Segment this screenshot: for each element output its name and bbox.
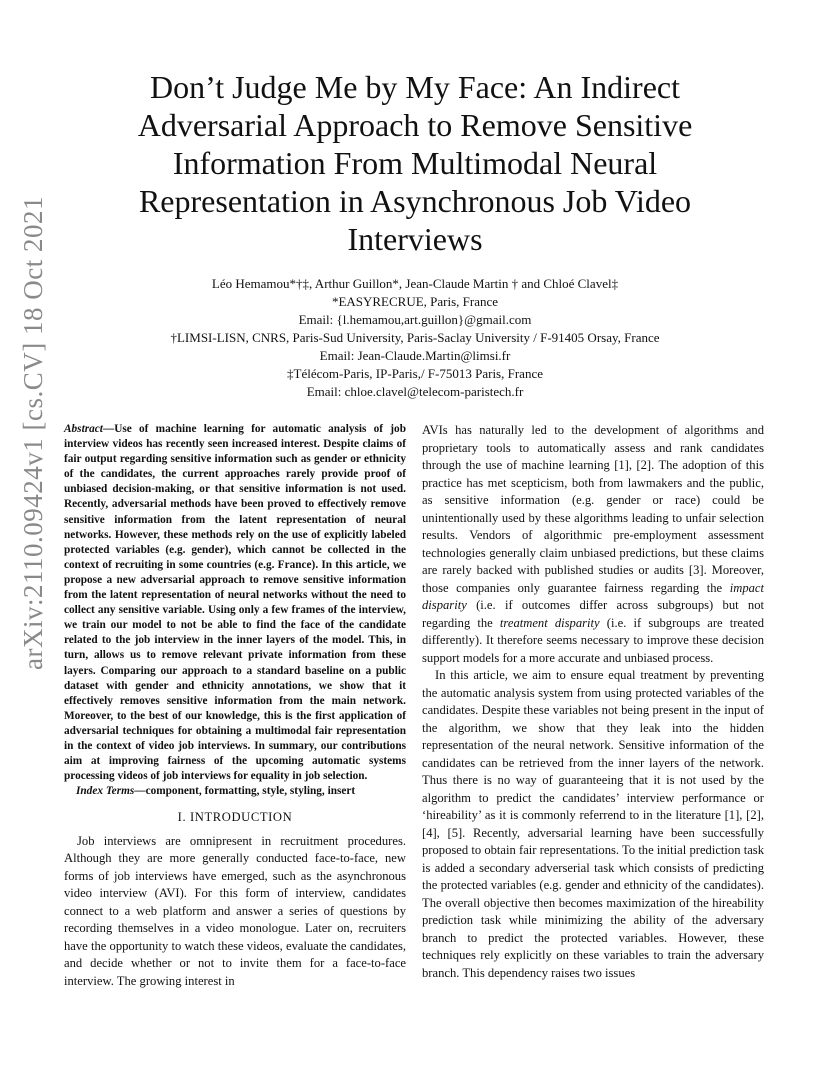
intro-paragraph: Job interviews are omnipresent in recruitment procedures. Although they are more generally conducted face-to-face, new forms of job interviews have emerged, such as the asynchronous video interview (AVI). For this form of interview, candidates connect to a web platform and answer a series of questions by recording themselves in a video monologue. Later on, recruiters have the opportunity to watch these videos, evaluate the candidates, and decide whether or not to invite them for a face-to-face interview. The growing interest in [64, 833, 406, 988]
abstract [64, 422, 406, 784]
email-line: Email: Jean-Claude.Martin@limsi.fr [319, 348, 511, 363]
body-text: (i.e. if outcomes differ across subgroups) but not regarding the [422, 598, 764, 630]
body-text: AVIs has naturally led to the development of algorithms and proprietary tools to automatically assess and rank candidates through the use of machine learning [1], [2]. The adoption of this practice has met scepticism, both from lawmakers and the public, as sensitive information (e.g. gender or race) could be unintentionally used by these algorithms leading to unfair selection results. Vendors of algorithmic pre-employment assessment technologies generally claim unbiased predictions, but these claims are rarely backed with published studies or audits [3]. Moreover, those companies only guarantee fairness regarding the [422, 423, 764, 595]
right-column [422, 422, 764, 982]
abstract-label: Abstract [64, 423, 103, 435]
arxiv-margin-identifier [18, 196, 58, 670]
author-affiliations [110, 275, 720, 401]
email-line: Email: {l.hemamou,art.guillon}@gmail.com [298, 312, 532, 327]
affiliation-line: †LIMSI-LISN, CNRS, Paris-Sud University, Paris-Saclay University / F-91405 Orsay, France [170, 330, 660, 345]
affiliation-line: *EASYRECRUE, Paris, France [331, 294, 499, 309]
body-paragraph: In this article, we aim to ensure equal treatment by preventing the automatic analysis system from using protected variables of the candidates. Despite these variables not being present in the input of the algorithm, we show that they leak into the hidden representation of the neural network. Sensitive information of the candidates can be retrieved from the inner layers of the network. Thus there is no way of guaranteeing that it is not used by the algorithm to predict the candidates’ interview performance or ‘hireability’ as it is commonly referrend to in the literature [1], [2], [4], [5]. Recently, adversarial learning have been successfully proposed to obtain fair representations. To the initial prediction task is added a secondary adverserial task which consists of predicting the protected variables (e.g. gender and ethnicity of the candidates). The overall objective then becomes maximization of the hireability prediction task while minimizing the ability of the adversary branch to predict the protected variables. However, these techniques rely explicitly on these variables to train the adversary branch. This dependency raises two issues [422, 668, 764, 980]
body-text: (i.e. if subgroups are treated differently). It therefore seems necessary to improve these decision support models for a more accurate and unbiased process. [422, 615, 764, 665]
index-terms [64, 784, 406, 799]
left-column [64, 422, 406, 990]
emphasis-term: treatment disparity [499, 615, 600, 630]
body-paragraph [422, 422, 764, 667]
section-heading: I. INTRODUCTION [177, 810, 293, 825]
paper-title: Don’t Judge Me by My Face: An Indirect Adversarial Approach to Remove Sensitive Information From Multimodal Neural Representation in Asynchronous Job Video Interviews [137, 69, 693, 257]
index-terms-label: Index Terms [76, 785, 135, 798]
abstract-text: —Use of machine learning for automatic analysis of job interview videos has recently seen increased interest. Despite claims of fair output regarding sensitive information such as gender or ethnicity of the candidates, the current approaches rarely provide proof of unbiased decision-making, or that sensitive information is not used. Recently, adversarial methods have been proved to effectively remove sensitive information from the latent representation of neural networks. However, these methods rely on the use of explicitly labeled protected variables (e.g. gender), which cannot be collected in the context of recruiting in some countries (e.g. France). In this article, we propose a new adversarial approach to remove sensitive information from the latent representation of neural networks without the need to collect any sensitive variable. Using only a few frames of the interview, we train our model to not be able to find the face of the candidate related to the job interview in the inner layers of the model. This, in turn, allows us to remove relevant private information from these layers. Comparing our approach to a standard baseline on a public dataset with gender and ethnicity annotations, we show that it effectively removes sensitive information from the main network. Moreover, to the best of our knowledge, this is the first application of adversarial techniques for obtaining a multimodal fair representation in the context of video job interviews. In summary, our contributions aim at improving fairness of the upcoming automatic systems processing videos of job interviews for equality in job selection. [64, 423, 406, 783]
email-line: Email: chloe.clavel@telecom-paristech.fr [306, 384, 524, 399]
author-list: Léo Hemamou*†‡, Arthur Guillon*, Jean-Claude Martin † and Chloé Clavel‡ [211, 276, 619, 291]
affiliation-line: ‡Télécom-Paris, IP-Paris,/ F-75013 Paris, France [287, 366, 543, 381]
index-terms-text: —component, formatting, style, styling, insert [134, 785, 356, 798]
emphasis-term: impact disparity [422, 580, 764, 612]
arxiv-id-text: arXiv:2110.09424v1 [cs.CV] 18 Oct 2021 [18, 196, 48, 670]
